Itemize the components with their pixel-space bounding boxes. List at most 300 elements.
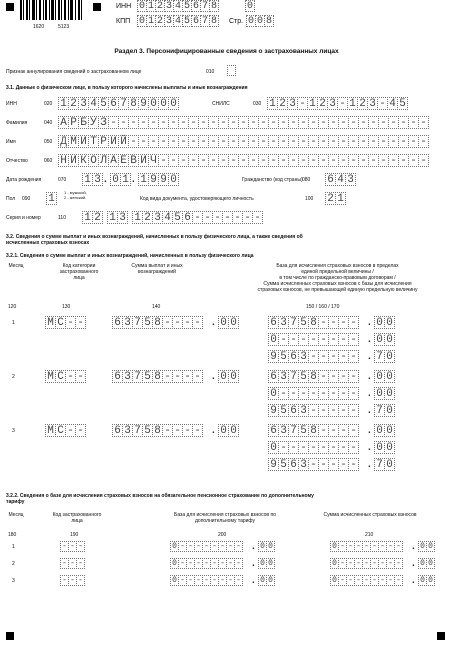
contrib-integer-field[interactable] bbox=[268, 404, 358, 417]
char-cell: - bbox=[128, 135, 139, 148]
char-cell: - bbox=[394, 558, 403, 569]
base-integer-field[interactable] bbox=[268, 424, 358, 437]
char-cell: - bbox=[148, 116, 159, 129]
base-decimal-field[interactable] bbox=[374, 316, 394, 329]
s322-code-sum: 210 bbox=[365, 532, 374, 538]
insured-code-field[interactable] bbox=[60, 541, 84, 552]
char-cell: - bbox=[186, 575, 195, 586]
corner-marker-top-left bbox=[6, 3, 14, 11]
sex-code: 090 bbox=[22, 196, 31, 202]
char-cell: 0 bbox=[384, 333, 395, 346]
char-cell: 1 bbox=[46, 192, 57, 205]
col-sum-header bbox=[112, 263, 202, 275]
s322-code-month: 180 bbox=[8, 532, 17, 538]
char-cell: 3 bbox=[122, 370, 133, 383]
base-gpd-integer-field[interactable] bbox=[268, 387, 358, 400]
s322-col-code-header bbox=[42, 512, 112, 524]
col-category-header bbox=[44, 263, 114, 281]
add-base-decimal-field[interactable] bbox=[258, 558, 274, 569]
firstname-field[interactable] bbox=[58, 135, 428, 148]
char-cell: - bbox=[346, 541, 355, 552]
birthdate-day-field[interactable] bbox=[82, 173, 102, 186]
char-cell: - bbox=[178, 575, 187, 586]
char-cell: 3 bbox=[298, 404, 309, 417]
char-cell: 0 bbox=[258, 575, 267, 586]
category-field[interactable] bbox=[45, 424, 85, 437]
contrib-decimal-field[interactable] bbox=[374, 350, 394, 363]
add-sum-decimal-field[interactable] bbox=[418, 575, 434, 586]
corner-marker-bottom-left bbox=[6, 632, 14, 640]
char-cell: Й bbox=[118, 135, 129, 148]
s321-title: 3.2.1. Сведения о сумме выплат и иных вознаграждений, начисленных в пользу физического лица bbox=[6, 253, 254, 259]
col-base-line3: в том числе по гражданско-правовым договорам / bbox=[279, 275, 396, 281]
inn-label: ИНН bbox=[6, 101, 17, 107]
char-cell: - bbox=[348, 333, 359, 346]
row-month: 3 bbox=[12, 578, 15, 584]
corner-marker-bottom-right bbox=[437, 632, 445, 640]
char-cell: - bbox=[194, 541, 203, 552]
citizenship-label: Гражданство (код страны) bbox=[242, 177, 303, 183]
char-cell: - bbox=[348, 424, 359, 437]
snils-field[interactable] bbox=[267, 97, 407, 110]
char-cell: - bbox=[228, 154, 239, 167]
decimal-separator: . bbox=[252, 558, 255, 569]
char-cell: 8 bbox=[308, 316, 319, 329]
char-cell: - bbox=[386, 558, 395, 569]
char-cell: - bbox=[358, 135, 369, 148]
char-cell: - bbox=[394, 541, 403, 552]
char-cell: - bbox=[308, 333, 319, 346]
char-cell: - bbox=[192, 316, 203, 329]
category-field[interactable] bbox=[45, 316, 85, 329]
char-cell: - bbox=[318, 404, 329, 417]
char-cell: - bbox=[394, 575, 403, 586]
char-cell: - bbox=[338, 316, 349, 329]
char-cell: - bbox=[208, 154, 219, 167]
add-base-integer-field[interactable] bbox=[170, 558, 242, 569]
s322-code-base: 200 bbox=[218, 532, 227, 538]
category-field[interactable] bbox=[45, 370, 85, 383]
char-cell: 0 bbox=[256, 15, 263, 27]
char-cell: 6 bbox=[288, 458, 299, 471]
char-cell: - bbox=[228, 135, 239, 148]
char-cell: - bbox=[172, 424, 183, 437]
add-base-integer-field[interactable] bbox=[170, 541, 242, 552]
char-cell: 4 bbox=[335, 173, 346, 186]
char-cell: - bbox=[318, 387, 329, 400]
contrib-decimal-field[interactable] bbox=[374, 458, 394, 471]
section3-title: Раздел 3. Персонифицированные сведения о застрахованных лицах bbox=[114, 48, 339, 55]
char-cell: 0 bbox=[374, 370, 385, 383]
char-cell: - bbox=[278, 154, 289, 167]
char-cell: 5 bbox=[278, 458, 289, 471]
char-cell: 8 bbox=[152, 370, 163, 383]
char-cell: - bbox=[358, 116, 369, 129]
insured-code-field[interactable] bbox=[60, 575, 84, 586]
char-cell: - bbox=[278, 116, 289, 129]
char-cell: - bbox=[218, 135, 229, 148]
char-cell: - bbox=[418, 116, 429, 129]
contrib-decimal-field[interactable] bbox=[374, 404, 394, 417]
char-cell: - bbox=[268, 135, 279, 148]
char-cell: 0 bbox=[266, 575, 275, 586]
base-integer-field[interactable] bbox=[268, 370, 358, 383]
inn-code: 020 bbox=[44, 101, 53, 107]
char-cell: - bbox=[348, 441, 359, 454]
char-cell: - bbox=[248, 116, 259, 129]
insured-code-field[interactable] bbox=[60, 558, 84, 569]
char-cell: 8 bbox=[152, 424, 163, 437]
char-cell: - bbox=[328, 458, 339, 471]
char-cell: - bbox=[378, 541, 387, 552]
char-cell: 0 bbox=[138, 15, 145, 27]
char-cell: - bbox=[178, 541, 187, 552]
char-cell: - bbox=[68, 558, 77, 569]
char-cell: - bbox=[178, 558, 187, 569]
char-cell: - bbox=[298, 441, 309, 454]
char-cell: - bbox=[348, 370, 359, 383]
char-cell: - bbox=[338, 387, 349, 400]
add-sum-integer-field[interactable] bbox=[330, 558, 402, 569]
add-base-integer-field[interactable] bbox=[170, 575, 242, 586]
char-cell: - bbox=[252, 211, 263, 224]
char-cell: 0 bbox=[170, 541, 179, 552]
char-cell: - bbox=[308, 387, 319, 400]
base-gpd-integer-field[interactable] bbox=[268, 441, 358, 454]
char-cell: - bbox=[208, 135, 219, 148]
char-cell: 5 bbox=[142, 316, 153, 329]
decimal-separator: . bbox=[412, 575, 415, 586]
char-cell: - bbox=[248, 135, 259, 148]
char-cell: 7 bbox=[288, 424, 299, 437]
char-cell: 6 bbox=[288, 404, 299, 417]
char-cell: - bbox=[348, 116, 359, 129]
char-cell: 3 bbox=[327, 97, 338, 110]
char-cell: - bbox=[60, 541, 69, 552]
char-cell: 5 bbox=[278, 350, 289, 363]
contrib-integer-field[interactable] bbox=[268, 350, 358, 363]
add-sum-decimal-field[interactable] bbox=[418, 541, 434, 552]
char-cell: 0 bbox=[268, 441, 279, 454]
patronymic-code: 060 bbox=[44, 158, 53, 164]
char-cell: 2 bbox=[68, 97, 79, 110]
sum-decimal-field[interactable] bbox=[218, 316, 238, 329]
char-cell: 0 bbox=[384, 458, 395, 471]
char-cell: 0 bbox=[170, 575, 179, 586]
char-cell: - bbox=[148, 135, 159, 148]
char-cell: 5 bbox=[278, 404, 289, 417]
char-cell: 0 bbox=[268, 387, 279, 400]
char-cell: С bbox=[55, 316, 66, 329]
char-cell: - bbox=[218, 116, 229, 129]
sum-integer-field[interactable] bbox=[112, 424, 202, 437]
char-cell: - bbox=[318, 135, 329, 148]
char-cell: - bbox=[178, 135, 189, 148]
char-cell: 3 bbox=[367, 97, 378, 110]
birthdate-month-field[interactable] bbox=[110, 173, 130, 186]
decimal-separator: . bbox=[368, 425, 371, 436]
doc-type-field[interactable] bbox=[325, 192, 345, 205]
char-cell: В bbox=[128, 154, 139, 167]
header-page-field[interactable] bbox=[246, 15, 273, 27]
base-gpd-integer-field[interactable] bbox=[268, 333, 358, 346]
lastname-field[interactable] bbox=[58, 116, 428, 129]
char-cell: 6 bbox=[288, 350, 299, 363]
char-cell: - bbox=[168, 116, 179, 129]
decimal-separator: . bbox=[368, 351, 371, 362]
char-cell: 2 bbox=[317, 97, 328, 110]
char-cell: - bbox=[218, 558, 227, 569]
char-cell: - bbox=[118, 116, 129, 129]
char-cell: - bbox=[178, 116, 189, 129]
char-cell: - bbox=[308, 116, 319, 129]
col-base-line2: единой предельной величины / bbox=[301, 269, 374, 275]
char-cell: - bbox=[202, 575, 211, 586]
char-cell: У bbox=[88, 116, 99, 129]
char-cell: - bbox=[318, 370, 329, 383]
char-cell: С bbox=[55, 424, 66, 437]
char-cell: - bbox=[228, 116, 239, 129]
char-cell: - bbox=[368, 116, 379, 129]
char-cell: - bbox=[258, 154, 269, 167]
char-cell: 6 bbox=[192, 15, 199, 27]
add-base-decimal-field[interactable] bbox=[258, 575, 274, 586]
decimal-separator: . bbox=[368, 334, 371, 345]
char-cell: 0 bbox=[418, 558, 427, 569]
char-cell: 0 bbox=[246, 0, 253, 12]
col-base-line1: База для исчисления страховых взносов в пределах bbox=[276, 263, 399, 269]
char-cell: 3 bbox=[92, 173, 103, 186]
patronymic-label: Отчество bbox=[6, 158, 28, 164]
char-cell: - bbox=[194, 558, 203, 569]
char-cell: - bbox=[188, 116, 199, 129]
char-cell: - bbox=[338, 154, 349, 167]
char-cell: - bbox=[182, 316, 193, 329]
citizenship-field[interactable] bbox=[325, 173, 355, 186]
char-cell: - bbox=[348, 316, 359, 329]
citizenship-code: 080 bbox=[302, 177, 311, 183]
sex-hint-male: 1 - мужской, bbox=[64, 190, 87, 195]
char-cell: - bbox=[386, 541, 395, 552]
char-cell: - bbox=[188, 154, 199, 167]
add-sum-integer-field[interactable] bbox=[330, 575, 402, 586]
base-decimal-field[interactable] bbox=[374, 424, 394, 437]
header-inn-field[interactable] bbox=[137, 0, 218, 12]
char-cell: 0 bbox=[168, 173, 179, 186]
char-cell: 3 bbox=[117, 211, 128, 224]
char-cell: - bbox=[198, 135, 209, 148]
char-cell: 0 bbox=[258, 558, 267, 569]
lastname-code: 040 bbox=[44, 120, 53, 126]
char-cell: 8 bbox=[210, 0, 217, 12]
char-cell: 3 bbox=[278, 424, 289, 437]
char-cell: - bbox=[162, 370, 173, 383]
header-kpp-field[interactable] bbox=[137, 15, 218, 27]
char-cell: - bbox=[186, 541, 195, 552]
char-cell: - bbox=[398, 154, 409, 167]
col-sum-line1: Сумма выплат и иных bbox=[131, 263, 183, 269]
s322-title-line1: 3.2.2. Сведения о базе для исчисления страховых взносов на обязательное пенсионное страхование по дополнительному bbox=[6, 493, 314, 499]
row-month: 2 bbox=[12, 561, 15, 567]
char-cell: - bbox=[328, 135, 339, 148]
patronymic-field[interactable] bbox=[58, 154, 428, 167]
char-cell: - bbox=[288, 154, 299, 167]
char-cell: - bbox=[308, 350, 319, 363]
char-cell: 6 bbox=[112, 424, 123, 437]
char-cell: 1 bbox=[58, 97, 69, 110]
series-label: Серия и номер bbox=[6, 215, 41, 221]
char-cell: - bbox=[338, 424, 349, 437]
base-gpd-decimal-field[interactable] bbox=[374, 333, 394, 346]
s322-col-month-header: Месяц bbox=[8, 512, 24, 518]
char-cell: - bbox=[346, 558, 355, 569]
char-cell: - bbox=[328, 370, 339, 383]
char-cell: 5 bbox=[142, 370, 153, 383]
s322-code-code: 190 bbox=[70, 532, 79, 538]
char-cell: - bbox=[60, 558, 69, 569]
col-sum-line2: вознаграждений bbox=[138, 269, 176, 275]
char-cell: - bbox=[258, 116, 269, 129]
char-cell: 0 bbox=[374, 387, 385, 400]
char-cell: - bbox=[202, 541, 211, 552]
char-cell: Р bbox=[98, 135, 109, 148]
char-cell: - bbox=[328, 424, 339, 437]
snils-label: СНИЛС bbox=[212, 101, 230, 107]
decimal-separator: . bbox=[212, 317, 215, 328]
char-cell: 3 bbox=[287, 97, 298, 110]
inn-field[interactable] bbox=[58, 97, 178, 110]
char-cell: - bbox=[418, 135, 429, 148]
char-cell: - bbox=[65, 424, 76, 437]
sex-field[interactable] bbox=[46, 192, 56, 205]
char-cell: - bbox=[192, 211, 203, 224]
char-cell: 3 bbox=[278, 370, 289, 383]
sum-integer-field[interactable] bbox=[112, 316, 202, 329]
char-cell: 4 bbox=[162, 211, 173, 224]
char-cell: - bbox=[162, 424, 173, 437]
char-cell: - bbox=[298, 135, 309, 148]
char-cell: 5 bbox=[397, 97, 408, 110]
birthdate-code: 070 bbox=[58, 177, 67, 183]
char-cell: - bbox=[362, 541, 371, 552]
char-cell: - bbox=[218, 541, 227, 552]
contrib-integer-field[interactable] bbox=[268, 458, 358, 471]
char-cell: - bbox=[168, 154, 179, 167]
series-field[interactable] bbox=[82, 211, 262, 224]
char-cell: 5 bbox=[142, 424, 153, 437]
char-cell: - bbox=[128, 116, 139, 129]
char-cell: 0 bbox=[384, 350, 395, 363]
char-cell: - bbox=[368, 154, 379, 167]
base-integer-field[interactable] bbox=[268, 316, 358, 329]
char-cell: - bbox=[348, 350, 359, 363]
base-gpd-decimal-field[interactable] bbox=[374, 441, 394, 454]
char-cell: - bbox=[138, 116, 149, 129]
char-cell: - bbox=[238, 116, 249, 129]
char-cell: - bbox=[348, 135, 359, 148]
base-gpd-decimal-field[interactable] bbox=[374, 387, 394, 400]
char-cell: 0 bbox=[426, 541, 435, 552]
char-cell: 0 bbox=[330, 575, 339, 586]
char-cell: - bbox=[308, 135, 319, 148]
lastname-label: Фамилия bbox=[6, 120, 28, 126]
char-cell: 3 bbox=[152, 211, 163, 224]
char-cell: - bbox=[354, 558, 363, 569]
birthdate-year-field[interactable] bbox=[138, 173, 178, 186]
char-cell: - bbox=[210, 575, 219, 586]
char-cell: - bbox=[65, 316, 76, 329]
char-cell: 6 bbox=[268, 424, 279, 437]
decimal-separator: . bbox=[412, 558, 415, 569]
char-cell: 1 bbox=[267, 97, 278, 110]
char-cell: - bbox=[318, 458, 329, 471]
add-sum-decimal-field[interactable] bbox=[418, 558, 434, 569]
char-cell: 3 bbox=[345, 173, 356, 186]
code-category: 130 bbox=[62, 304, 71, 310]
sum-decimal-field[interactable] bbox=[218, 424, 238, 437]
char-cell: - bbox=[348, 404, 359, 417]
s322-title-line2: тарифу bbox=[6, 499, 25, 505]
decimal-separator: . bbox=[368, 371, 371, 382]
char-cell: - bbox=[386, 575, 395, 586]
sum-decimal-field[interactable] bbox=[218, 370, 238, 383]
char-cell: - bbox=[138, 135, 149, 148]
add-base-decimal-field[interactable] bbox=[258, 541, 274, 552]
char-cell: 6 bbox=[112, 370, 123, 383]
char-cell: - bbox=[198, 116, 209, 129]
char-cell: М bbox=[45, 424, 56, 437]
col-category-line3: лица bbox=[73, 275, 85, 281]
char-cell: - bbox=[362, 558, 371, 569]
char-cell: 0 bbox=[228, 424, 239, 437]
char-cell: - bbox=[368, 135, 379, 148]
char-cell: 0 bbox=[168, 97, 179, 110]
sum-integer-field[interactable] bbox=[112, 370, 202, 383]
sex-label: Пол bbox=[6, 196, 16, 202]
char-cell: 6 bbox=[268, 316, 279, 329]
char-cell: - bbox=[238, 154, 249, 167]
char-cell: 4 bbox=[174, 15, 181, 27]
annul-field[interactable] bbox=[227, 65, 235, 76]
char-cell: - bbox=[210, 558, 219, 569]
char-cell: 5 bbox=[183, 0, 190, 12]
date-separator: . bbox=[104, 174, 107, 185]
char-cell: - bbox=[298, 333, 309, 346]
char-cell: 0 bbox=[374, 424, 385, 437]
char-cell: - bbox=[298, 116, 309, 129]
char-cell: 0 bbox=[138, 0, 145, 12]
char-cell: А bbox=[108, 154, 119, 167]
char-cell: 3 bbox=[165, 15, 172, 27]
char-cell: 2 bbox=[92, 211, 103, 224]
char-cell: - bbox=[308, 154, 319, 167]
header-kpp-label: КПП bbox=[116, 18, 131, 25]
char-cell: 0 bbox=[228, 316, 239, 329]
char-cell: 1 bbox=[335, 192, 346, 205]
char-cell: - bbox=[337, 97, 348, 110]
char-cell: Н bbox=[58, 154, 69, 167]
header-inn-tail-field[interactable] bbox=[245, 0, 254, 12]
s322-col-sum-header: Сумма исчисленных страховых взносов bbox=[323, 512, 417, 518]
char-cell: О bbox=[88, 154, 99, 167]
snils-code: 030 bbox=[253, 101, 262, 107]
char-cell: - bbox=[378, 558, 387, 569]
char-cell: 1 bbox=[107, 211, 118, 224]
base-decimal-field[interactable] bbox=[374, 370, 394, 383]
char-cell: 0 bbox=[418, 541, 427, 552]
char-cell: - bbox=[388, 116, 399, 129]
add-sum-integer-field[interactable] bbox=[330, 541, 402, 552]
